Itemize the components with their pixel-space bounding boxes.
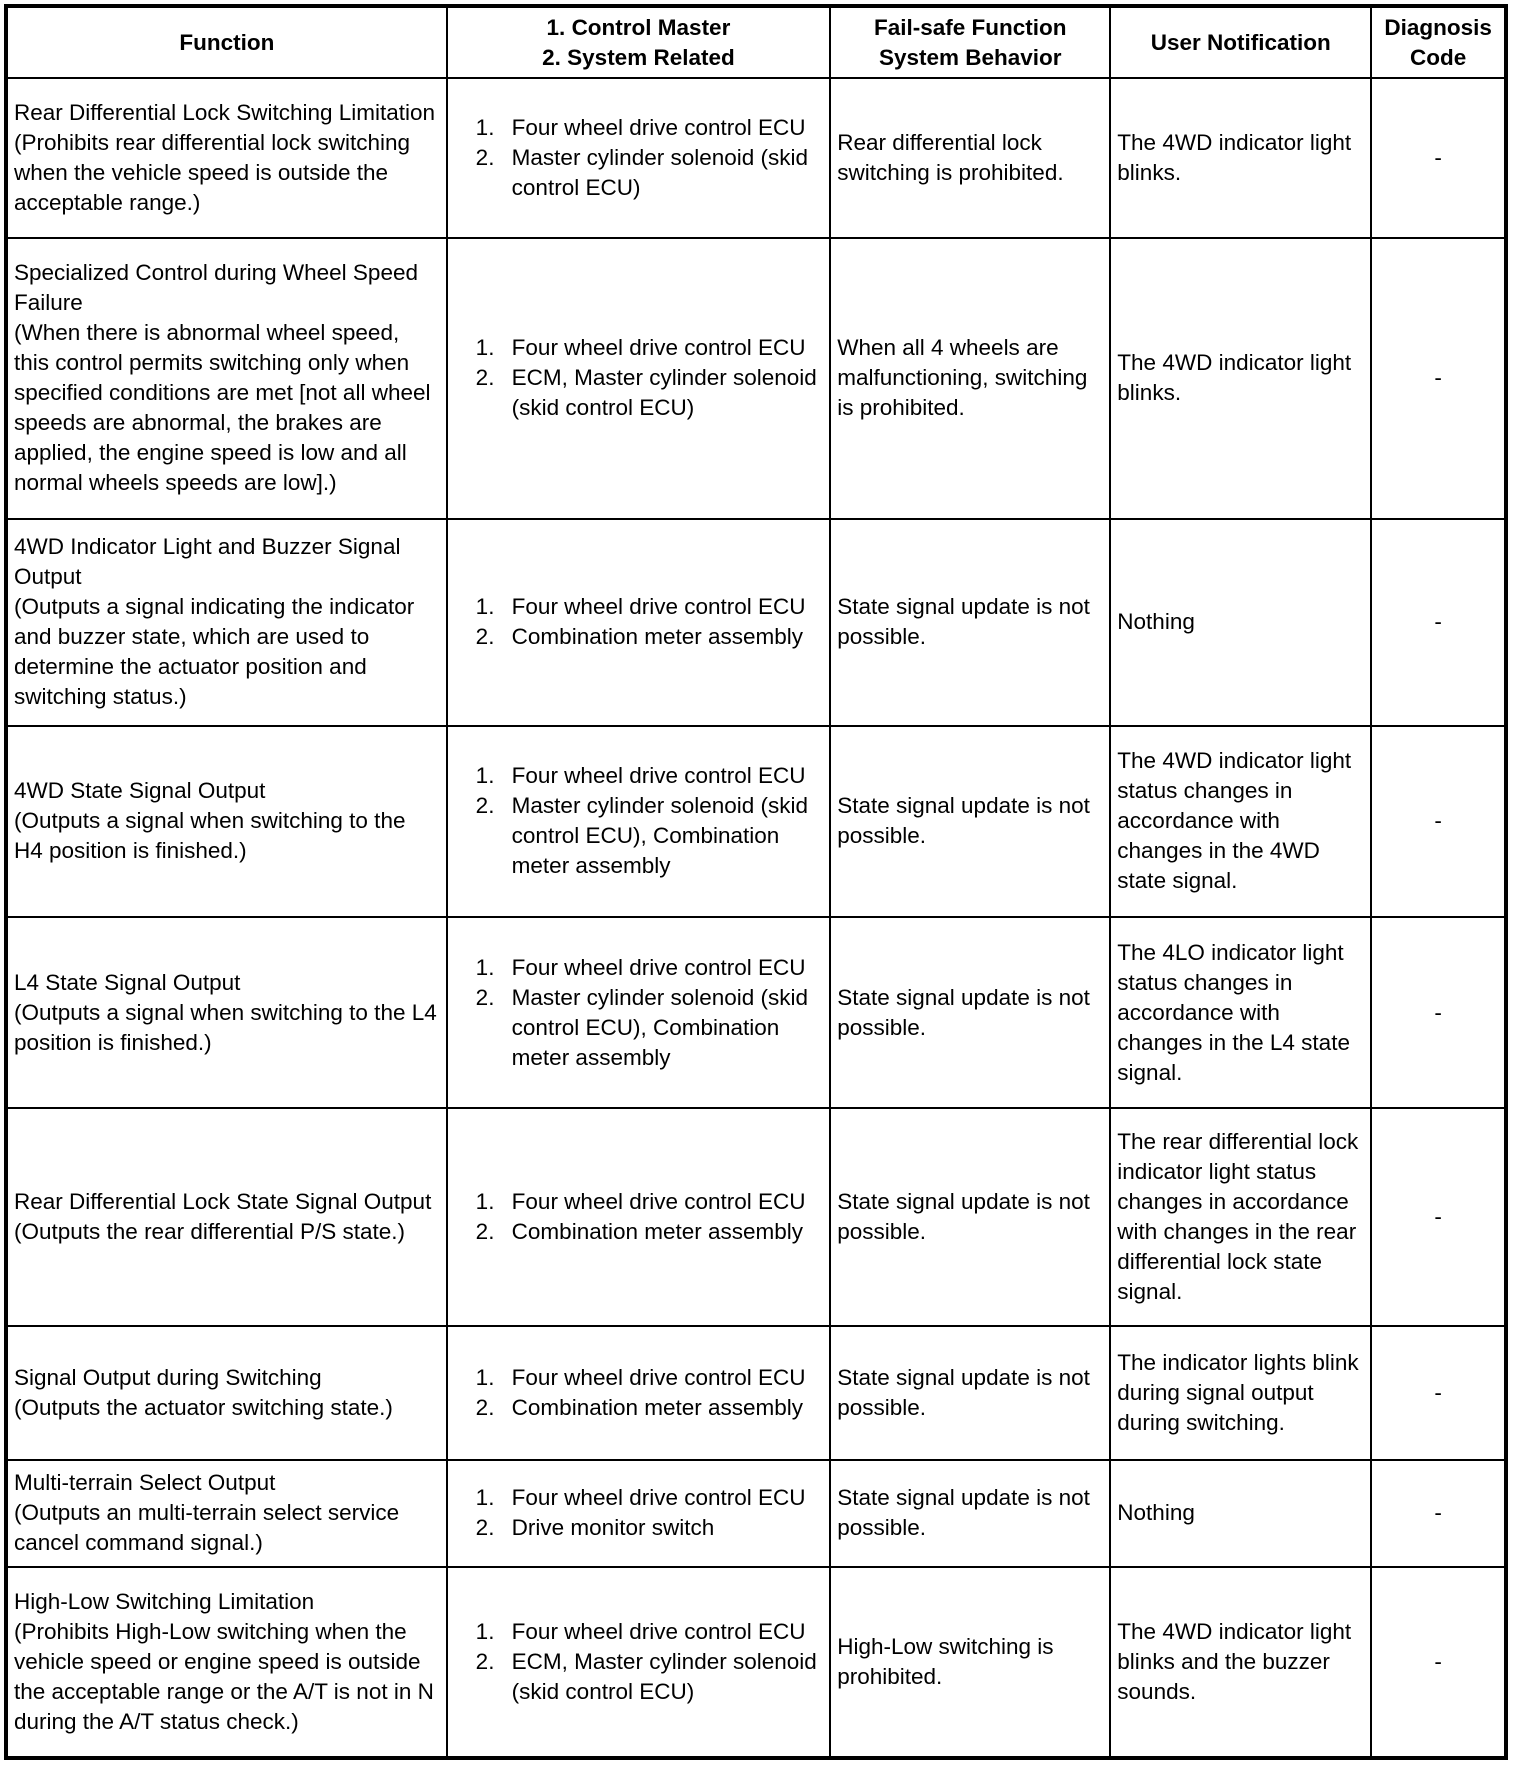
header-notification — [1110, 8, 1371, 78]
table-header-row — [8, 8, 1504, 78]
control-list — [454, 1363, 824, 1423]
control-master-item: Four wheel drive control ECU — [511, 1618, 806, 1644]
failsafe-cell: State signal update is not possible. — [830, 1108, 1110, 1326]
table-row — [8, 1108, 1504, 1326]
function-description: (When there is abnormal wheel speed, this control permits switching only when specified conditions are met [not all wheel speeds are abnormal, the brakes are applied, the engine speed is low and all normal wheels speeds are low].) — [14, 320, 431, 496]
function-cell — [8, 519, 447, 726]
failsafe-cell: Rear differential lock switching is prohibited. — [830, 78, 1110, 238]
diagnosis-code-cell: - — [1371, 726, 1504, 917]
failsafe-cell: State signal update is not possible. — [830, 1460, 1110, 1567]
control-list — [454, 333, 824, 423]
control-master-item: Four wheel drive control ECU — [511, 594, 806, 620]
function-cell — [8, 726, 447, 917]
failsafe-cell: State signal update is not possible. — [830, 726, 1110, 917]
failsafe-cell: When all 4 wheels are malfunctioning, switching is prohibited. — [830, 238, 1110, 518]
table-row — [8, 1460, 1504, 1567]
function-title: Specialized Control during Wheel Speed Failure — [14, 260, 418, 316]
table-row — [8, 238, 1504, 518]
notification-cell: Nothing — [1110, 1460, 1371, 1567]
control-list — [454, 1187, 824, 1247]
notification-cell: The 4WD indicator light blinks. — [1110, 238, 1371, 518]
function-description: (Prohibits rear differential lock switching when the vehicle speed is outside the acceptable range.) — [14, 130, 411, 216]
function-description: (Outputs a signal when switching to the H4 position is finished.) — [14, 808, 406, 864]
fail-safe-function-table — [8, 8, 1504, 1756]
control-list — [454, 1483, 824, 1543]
header-control-master — [447, 8, 831, 78]
system-related-item: ECM, Master cylinder solenoid (skid control ECU) — [511, 1648, 817, 1704]
header-failsafe — [830, 8, 1110, 78]
control-master-item: Four wheel drive control ECU — [511, 335, 806, 361]
failsafe-cell: State signal update is not possible. — [830, 917, 1110, 1108]
fail-safe-table-frame — [4, 4, 1508, 1760]
control-cell — [447, 519, 831, 726]
diagnosis-code-cell: - — [1371, 1460, 1504, 1567]
table-row — [8, 78, 1504, 238]
function-cell — [8, 1326, 447, 1460]
control-cell — [447, 1326, 831, 1460]
system-related-item: Combination meter assembly — [511, 624, 804, 650]
control-cell — [447, 238, 831, 518]
function-title: Multi-terrain Select Output — [14, 1470, 276, 1496]
notification-cell: The indicator lights blink during signal output during switching. — [1110, 1326, 1371, 1460]
notification-cell: The rear differential lock indicator light status changes in accordance with changes in the rear differential lock state signal. — [1110, 1108, 1371, 1326]
header-diagnosis-code — [1371, 8, 1504, 78]
header-control-line1: 1. Control Master — [546, 14, 731, 40]
header-function-label: Function — [179, 29, 275, 55]
function-cell — [8, 917, 447, 1108]
notification-cell: The 4WD indicator light blinks and the buzzer sounds. — [1110, 1567, 1371, 1756]
diagnosis-code-cell: - — [1371, 1567, 1504, 1756]
function-title: 4WD Indicator Light and Buzzer Signal Output — [14, 534, 401, 590]
system-related-item: Combination meter assembly — [511, 1395, 804, 1421]
header-failsafe-line1: Fail-safe Function — [874, 14, 1067, 40]
system-related-item: ECM, Master cylinder solenoid (skid control ECU) — [511, 365, 817, 421]
table-row — [8, 726, 1504, 917]
control-master-item: Four wheel drive control ECU — [511, 763, 806, 789]
control-cell — [447, 917, 831, 1108]
notification-cell: Nothing — [1110, 519, 1371, 726]
header-control-line2: 2. System Related — [542, 44, 735, 70]
control-cell — [447, 78, 831, 238]
header-failsafe-line2: System Behavior — [878, 44, 1062, 70]
control-cell — [447, 726, 831, 917]
control-master-item: Four wheel drive control ECU — [511, 1485, 806, 1511]
table-row — [8, 1567, 1504, 1756]
control-master-item: Four wheel drive control ECU — [511, 1189, 806, 1215]
failsafe-cell: High-Low switching is prohibited. — [830, 1567, 1110, 1756]
table-row — [8, 519, 1504, 726]
control-list — [454, 592, 824, 652]
table-row — [8, 917, 1504, 1108]
system-related-item: Master cylinder solenoid (skid control ECU), Combination meter assembly — [511, 984, 809, 1070]
function-title: Signal Output during Switching — [14, 1365, 322, 1391]
diagnosis-code-cell: - — [1371, 238, 1504, 518]
diagnosis-code-cell: - — [1371, 1108, 1504, 1326]
system-related-item: Master cylinder solenoid (skid control ECU), Combination meter assembly — [511, 793, 809, 879]
function-cell — [8, 1460, 447, 1567]
function-description: (Outputs a signal when switching to the L4 position is finished.) — [14, 999, 437, 1055]
control-list — [454, 113, 824, 203]
control-master-item: Four wheel drive control ECU — [511, 1365, 806, 1391]
control-list — [454, 761, 824, 881]
system-related-item: Drive monitor switch — [511, 1515, 715, 1541]
notification-cell: The 4WD indicator light status changes in accordance with changes in the 4WD state signal. — [1110, 726, 1371, 917]
function-title: 4WD State Signal Output — [14, 778, 266, 804]
function-cell — [8, 1108, 447, 1326]
function-description: (Outputs a signal indicating the indicator and buzzer state, which are used to determine the actuator position and switching status.) — [14, 594, 415, 710]
failsafe-cell: State signal update is not possible. — [830, 1326, 1110, 1460]
notification-cell: The 4WD indicator light blinks. — [1110, 78, 1371, 238]
system-related-item: Master cylinder solenoid (skid control ECU) — [511, 145, 809, 201]
diagnosis-code-cell: - — [1371, 519, 1504, 726]
function-title: Rear Differential Lock Switching Limitation — [14, 100, 436, 126]
function-title: L4 State Signal Output — [14, 969, 241, 995]
function-cell — [8, 78, 447, 238]
control-cell — [447, 1108, 831, 1326]
function-description: (Outputs the actuator switching state.) — [14, 1395, 393, 1421]
control-master-item: Four wheel drive control ECU — [511, 954, 806, 980]
header-diag-line1: Diagnosis — [1384, 14, 1492, 40]
control-cell — [447, 1460, 831, 1567]
function-cell — [8, 238, 447, 518]
function-description: (Outputs an multi-terrain select service cancel command signal.) — [14, 1500, 400, 1556]
function-description: (Outputs the rear differential P/S state.) — [14, 1219, 406, 1245]
diagnosis-code-cell: - — [1371, 78, 1504, 238]
table-body — [8, 78, 1504, 1756]
header-function — [8, 8, 447, 78]
control-master-item: Four wheel drive control ECU — [511, 115, 806, 141]
control-list — [454, 1617, 824, 1707]
notification-cell: The 4LO indicator light status changes in accordance with changes in the L4 state signal. — [1110, 917, 1371, 1108]
diagnosis-code-cell: - — [1371, 917, 1504, 1108]
function-title: Rear Differential Lock State Signal Output — [14, 1189, 432, 1215]
control-cell — [447, 1567, 831, 1756]
system-related-item: Combination meter assembly — [511, 1219, 804, 1245]
function-cell — [8, 1567, 447, 1756]
function-description: (Prohibits High-Low switching when the vehicle speed or engine speed is outside the acceptable range or the A/T is not in N during the A/T status check.) — [14, 1618, 434, 1734]
function-title: High-Low Switching Limitation — [14, 1588, 315, 1614]
header-notification-label: User Notification — [1150, 29, 1331, 55]
diagnosis-code-cell: - — [1371, 1326, 1504, 1460]
table-row — [8, 1326, 1504, 1460]
control-list — [454, 953, 824, 1073]
failsafe-cell: State signal update is not possible. — [830, 519, 1110, 726]
header-diag-line2: Code — [1410, 44, 1467, 70]
